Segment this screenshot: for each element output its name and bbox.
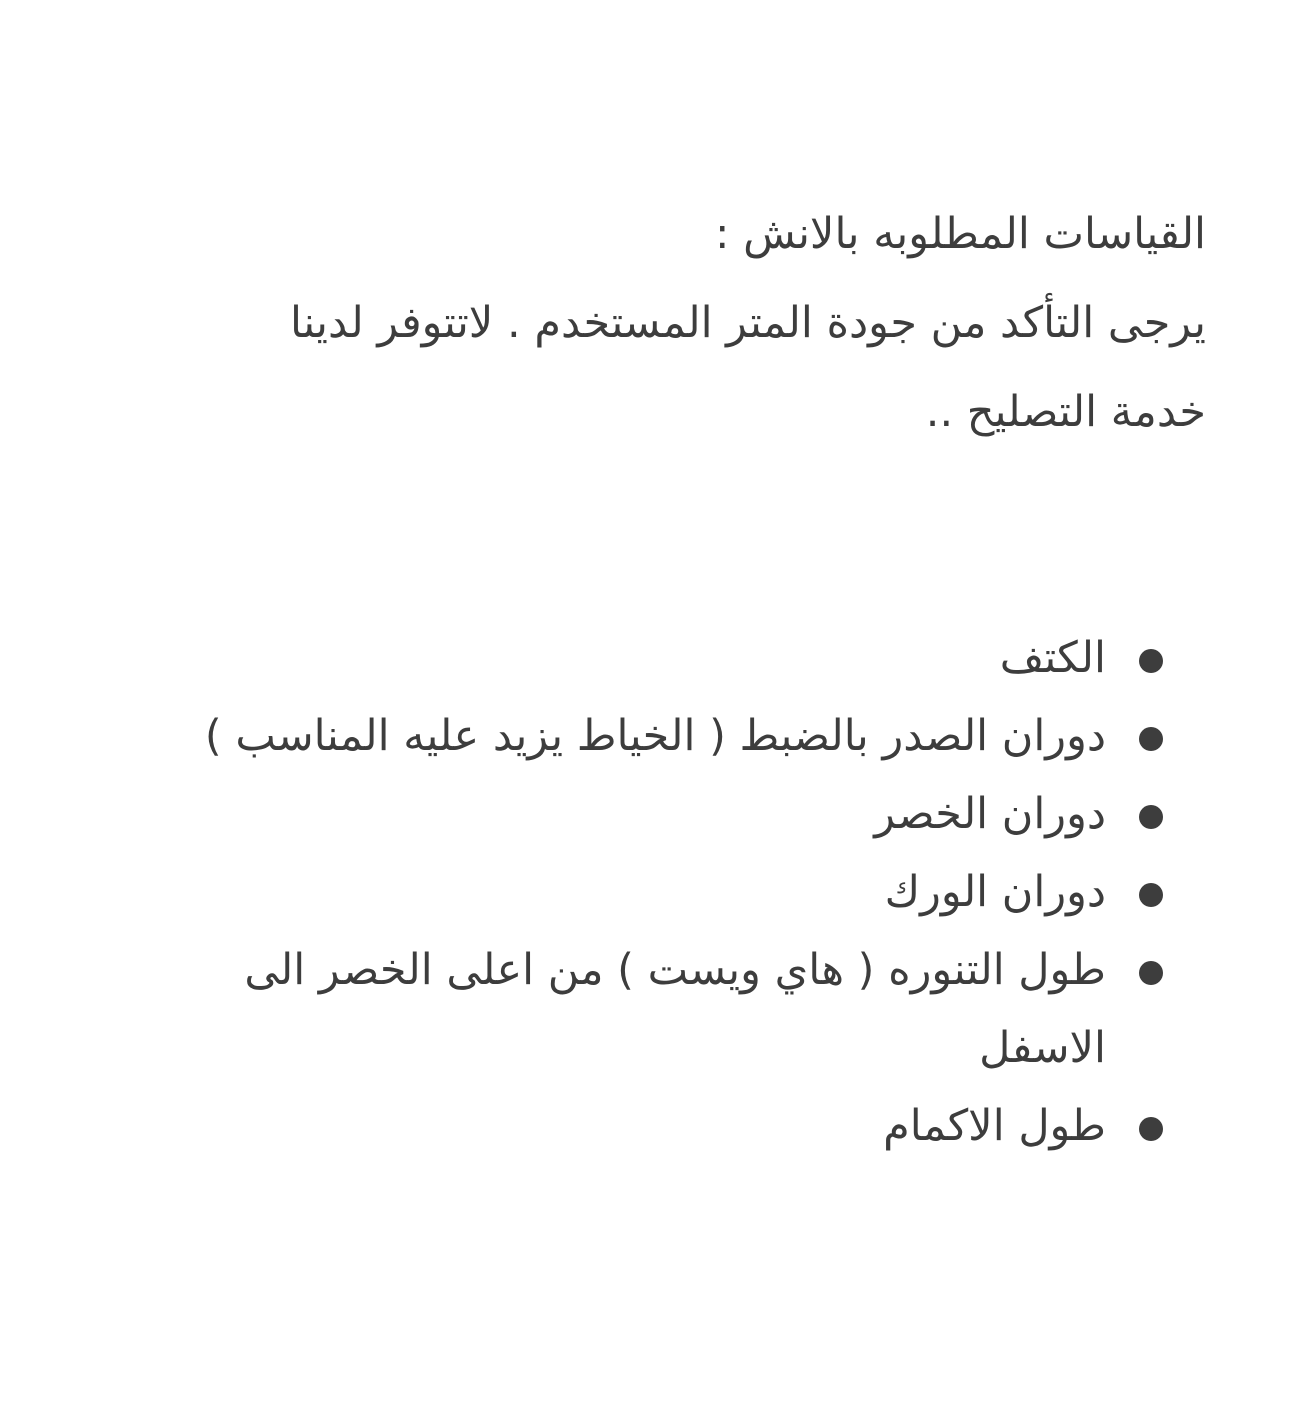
intro-line: خدمة التصليح .. [925, 387, 1206, 437]
measurements-intro [84, 190, 1206, 457]
measurement-item: دوران الخصر [84, 775, 1106, 853]
measurement-item: الكتف [84, 619, 1106, 697]
intro-line: القياسات المطلوبه بالانش : [714, 209, 1206, 259]
measurement-item: دوران الصدر بالضبط ( الخياط يزيد عليه المناسب ) [84, 697, 1106, 775]
measurement-item [84, 931, 1106, 1087]
measurement-item-line: طول التنوره ( هاي ويست ) من اعلى الخصر الى [244, 945, 1106, 995]
measurement-item-line: الاسفل [979, 1023, 1106, 1073]
measurement-item: دوران الورك [84, 853, 1106, 931]
measurement-item: طول الاكمام [84, 1087, 1106, 1165]
intro-line: يرجى التأكد من جودة المتر المستخدم . لاتتوفر لدينا [289, 298, 1206, 348]
measurements-list [84, 619, 1206, 1165]
